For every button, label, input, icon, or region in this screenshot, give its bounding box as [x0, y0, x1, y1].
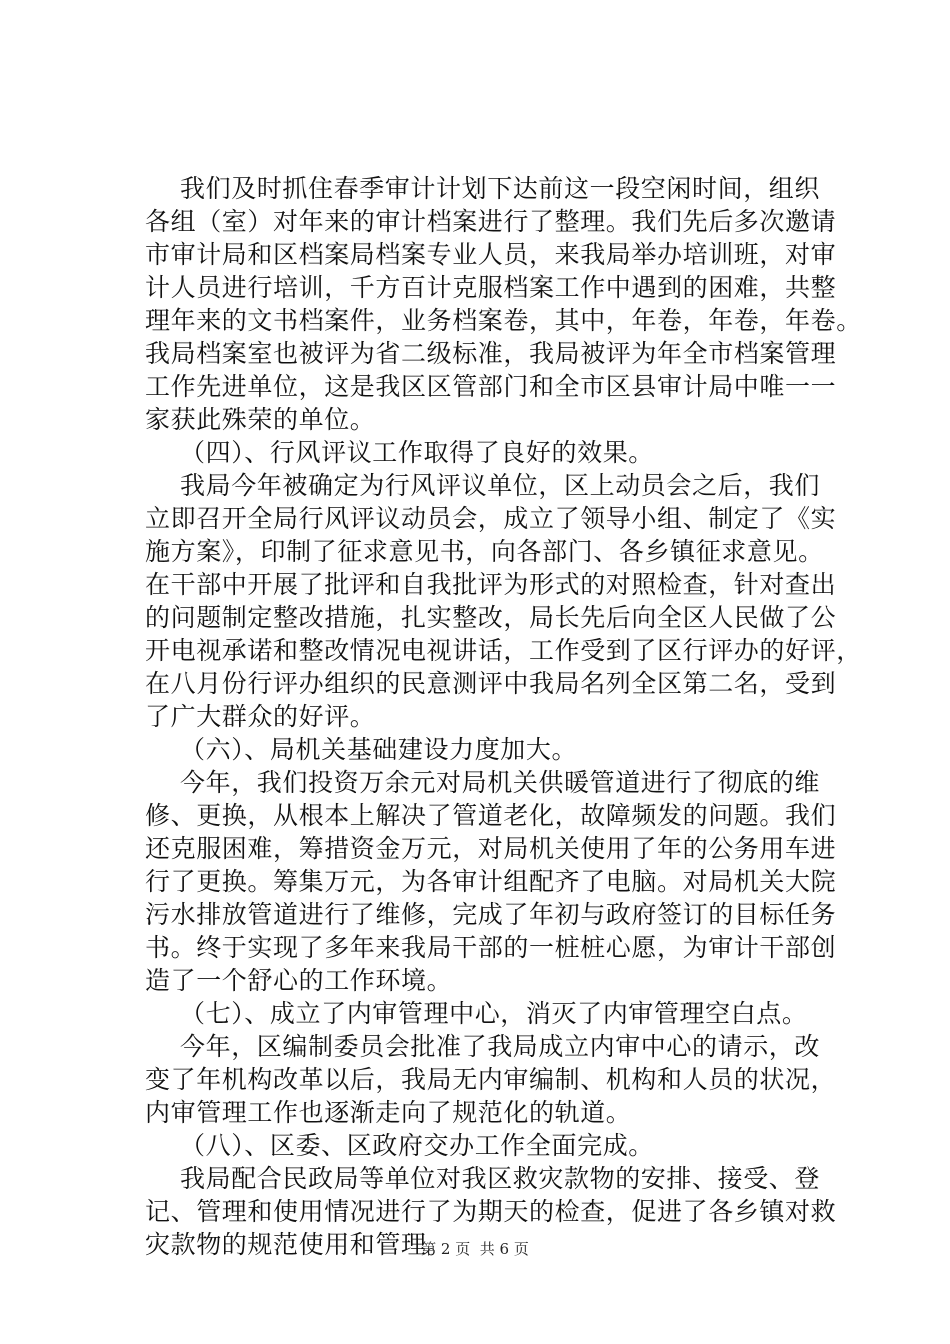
text-line: 各组（室）对年来的审计档案进行了整理。我们先后多次邀请 [145, 207, 837, 236]
page-footer: 第 2 页 共 6 页 [421, 1240, 529, 1258]
text-line: 还克服困难，筹措资金万元，对局机关使用了年的公务用车进 [145, 834, 837, 863]
text-line: 造了一个舒心的工作环境。 [145, 966, 453, 995]
text-line: （六）、局机关基础建设力度加大。 [180, 735, 578, 764]
text-line: 我局今年被确定为行风评议单位，区上动员会之后，我们 [180, 471, 821, 500]
text-line: 内审管理工作也逐渐走向了规范化的轨道。 [145, 1098, 632, 1127]
text-line: 修、更换，从根本上解决了管道老化，故障频发的问题。我们 [145, 801, 837, 830]
text-line: （七）、成立了内审管理中心，消灭了内审管理空白点。 [180, 999, 808, 1028]
text-line: 污水排放管道进行了维修，完成了年初与政府签订的目标任务 [145, 900, 837, 929]
text-line: 今年，区编制委员会批准了我局成立内审中心的请示，改 [180, 1032, 821, 1061]
text-line: 了广大群众的好评。 [145, 702, 376, 731]
text-line: 在干部中开展了批评和自我批评为形式的对照检查，针对查出 [145, 570, 837, 599]
text-line: 施方案》，印制了征求意见书，向各部门、各乡镇征求意见。 [145, 537, 824, 566]
text-line: 变了年机构改革以后，我局无内审编制、机构和人员的状况， [145, 1065, 837, 1094]
text-line: 工作先进单位，这是我区区管部门和全市区县审计局中唯一一 [145, 372, 837, 401]
text-line: 家获此殊荣的单位。 [145, 405, 376, 434]
text-line: 行了更换。筹集万元，为各审计组配齐了电脑。对局机关大院 [145, 867, 837, 896]
text-line: 在八月份行评办组织的民意测评中我局名列全区第二名，受到 [145, 669, 837, 698]
text-line: 立即召开全局行风评议动员会，成立了领导小组、制定了《实 [145, 504, 837, 533]
text-line: 灾款物的规范使用和管理。 [145, 1230, 453, 1259]
text-line: 我们及时抓住春季审计计划下达前这一段空闲时间，组织 [180, 174, 821, 203]
text-line: 理年来的文书档案件，业务档案卷，其中，年卷，年卷，年卷。 [145, 306, 862, 335]
text-line: 市审计局和区档案局档案专业人员，来我局举办培训班，对审 [145, 240, 837, 269]
text-line: （四）、行风评议工作取得了良好的效果。 [180, 438, 654, 467]
text-line: 书。终于实现了多年来我局干部的一桩桩心愿，为审计干部创 [145, 933, 837, 962]
text-line: 我局档案室也被评为省二级标准，我局被评为年全市档案管理 [145, 339, 837, 368]
document-body [145, 172, 862, 1261]
text-line: 记、管理和使用情况进行了为期天的检查，促进了各乡镇对救 [145, 1197, 837, 1226]
text-line: （八）、区委、区政府交办工作全面完成。 [180, 1131, 654, 1160]
text-line: 开电视承诺和整改情况电视讲话，工作受到了区行评办的好评， [145, 636, 862, 665]
text-line: 计人员进行培训，千方百计克服档案工作中遇到的困难，共整 [145, 273, 837, 302]
text-line: 的问题制定整改措施，扎实整改，局长先后向全区人民做了公 [145, 603, 837, 632]
text-line: 今年，我们投资万余元对局机关供暖管道进行了彻底的维 [180, 768, 821, 797]
text-line: 我局配合民政局等单位对我区救灾款物的安排、接受、登 [180, 1164, 821, 1193]
